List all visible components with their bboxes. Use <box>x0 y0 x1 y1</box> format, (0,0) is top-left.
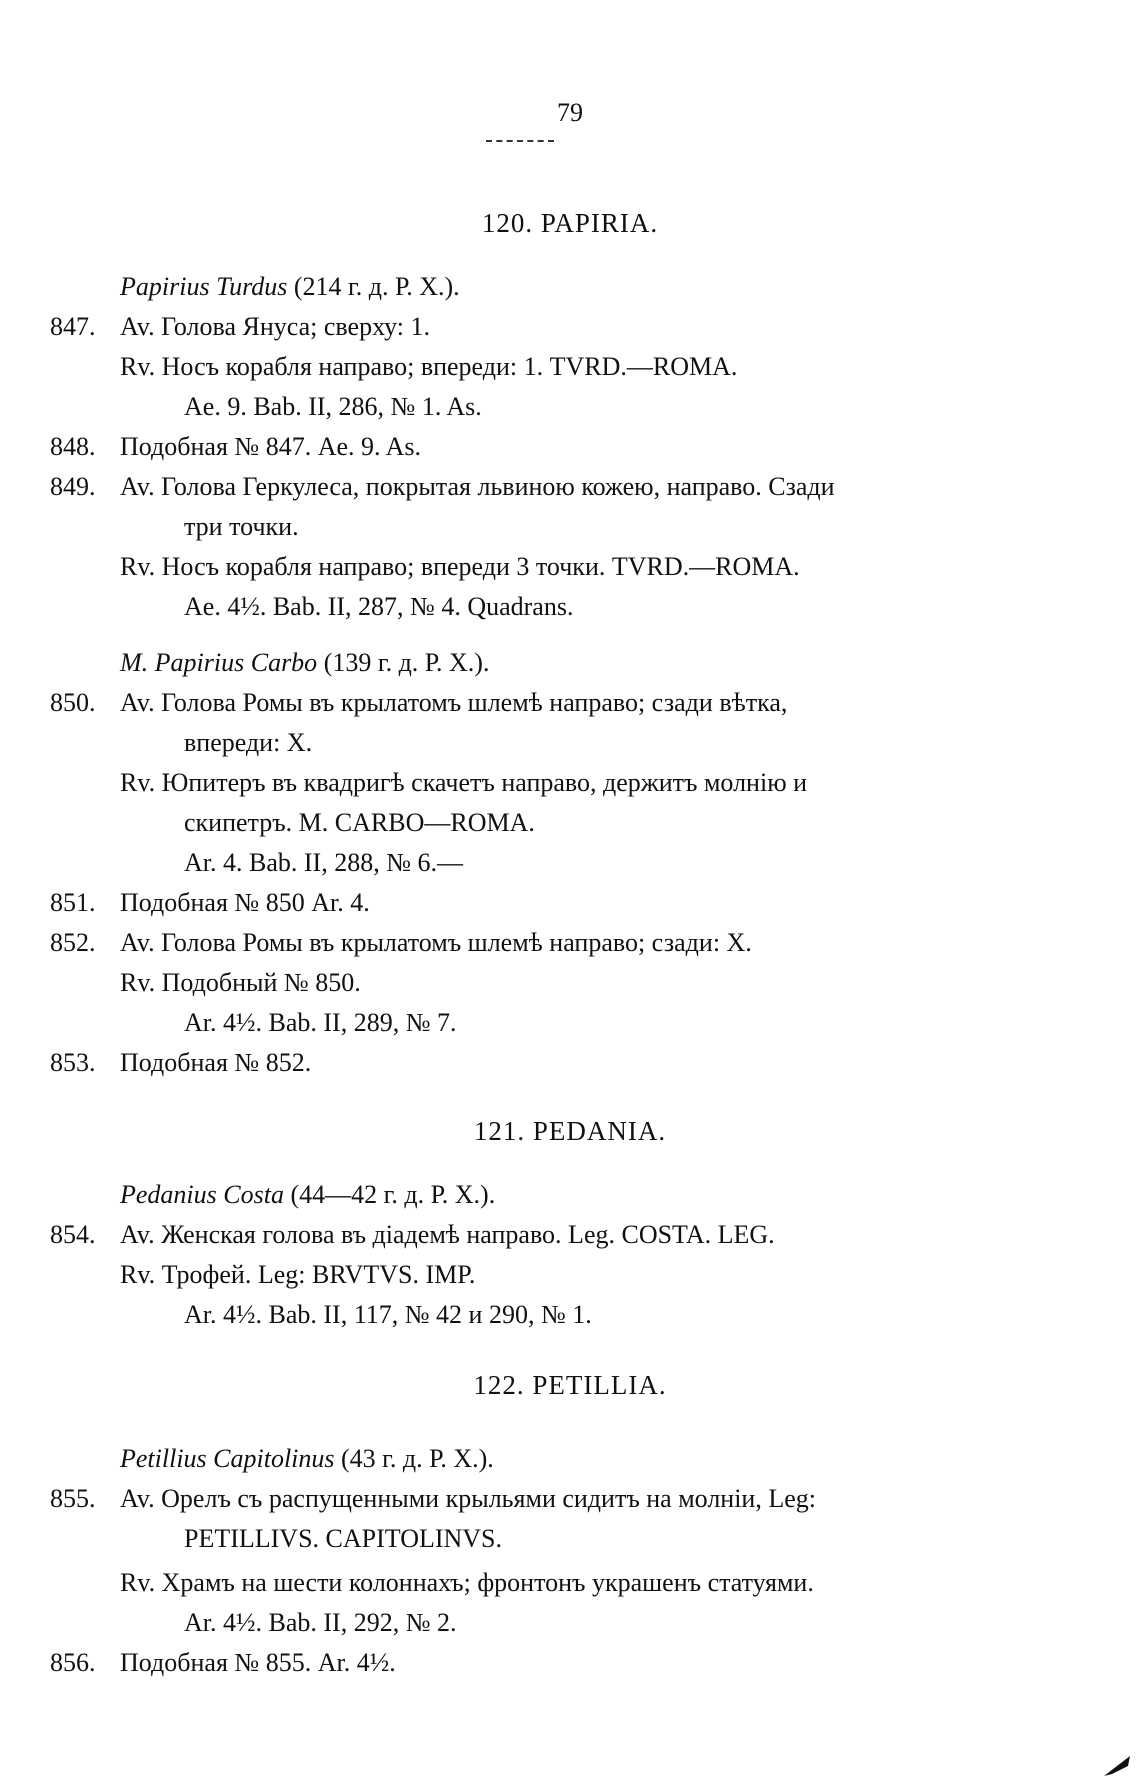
entry-reverse: Rv. Храмъ на шести колоннахъ; фронтонъ украшенъ статуями. <box>120 1568 814 1597</box>
entry-reverse-cont: скипетръ. M. CARBO—ROMA. <box>184 808 535 837</box>
entry-number: 847. <box>50 312 96 341</box>
entry-reference: Ar. 4½. Bab. II, 292, № 2. <box>184 1608 457 1637</box>
entry-obverse-cont: PETILLIVS. CAPITOLINVS. <box>184 1524 503 1553</box>
entry-text: Подобная № 847. Ae. 9. As. <box>120 432 421 461</box>
entry-obverse: Av. Голова Ромы въ крылатомъ шлемѣ направо; сзади: X. <box>120 928 752 957</box>
section-title-petillia: 122. PETILLIA. <box>473 1370 667 1400</box>
ruler-heading <box>120 1444 494 1474</box>
entry-reverse: Rv. Юпитеръ въ квадригѣ скачетъ направо, держитъ молнію и <box>120 768 808 797</box>
ruler-dates: (139 г. д. Р. Х.). <box>323 648 490 677</box>
entry-obverse: Av. Голова Януса; сверху: 1. <box>120 312 430 341</box>
ruler-name: M. Papirius Carbo <box>120 648 318 677</box>
entry-number: 851. <box>50 888 96 917</box>
entry-text: Подобная № 850 Ar. 4. <box>120 888 370 917</box>
ruler-dates: (44—42 г. д. Р. Х.). <box>290 1180 496 1209</box>
entry-reference: Ar. 4. Bab. II, 288, № 6.— <box>184 848 464 877</box>
entry-obverse: Av. Голова Геркулеса, покрытая львиною кожею, направо. Сзади <box>120 472 835 501</box>
entry-obverse: Av. Орелъ съ распущенными крыльями сидитъ на молніи, Leg: <box>120 1484 816 1513</box>
ruler-dates: (214 г. д. Р. Х.). <box>293 272 460 301</box>
section-title-papiria: 120. PAPIRIA. <box>481 208 659 238</box>
page-number: 79 <box>557 98 583 127</box>
ruler-name: Papirius Turdus <box>120 272 288 301</box>
entry-reference: Ar. 4½. Bab. II, 289, № 7. <box>184 1008 457 1037</box>
entry-reference: Ar. 4½. Bab. II, 117, № 42 и 290, № 1. <box>184 1300 592 1329</box>
entry-obverse: Av. Голова Ромы въ крылатомъ шлемѣ направо; сзади вѣтка, <box>120 688 788 717</box>
ruler-name: Pedanius Costa <box>120 1180 284 1209</box>
entry-reverse: Rv. Трофей. Leg: BRVTVS. IMP. <box>120 1260 476 1289</box>
entry-text: Подобная № 855. Ar. 4½. <box>120 1648 396 1677</box>
entry-reference: Ae. 9. Bab. II, 286, № 1. As. <box>184 392 482 421</box>
entry-number: 854. <box>50 1220 96 1249</box>
corner-blot-mark <box>1102 1752 1132 1778</box>
entry-reverse: Rv. Носъ корабля направо; впереди 3 точки. TVRD.—ROMA. <box>120 552 800 581</box>
ruler-heading <box>120 1180 495 1210</box>
entry-reference: Ae. 4½. Bab. II, 287, № 4. Quadrans. <box>184 592 574 621</box>
ruler-name: Petillius Capitolinus <box>120 1444 335 1473</box>
entry-number: 849. <box>50 472 96 501</box>
entry-number: 856. <box>50 1648 96 1677</box>
entry-obverse-cont: впереди: X. <box>184 728 313 757</box>
page-number-rule <box>486 140 554 142</box>
entry-text: Подобная № 852. <box>120 1048 312 1077</box>
entry-obverse-cont: три точки. <box>184 512 299 541</box>
entry-obverse: Av. Женская голова въ діадемѣ направо. Leg. COSTA. LEG. <box>120 1220 775 1249</box>
ruler-dates: (43 г. д. Р. Х.). <box>341 1444 494 1473</box>
entry-number: 853. <box>50 1048 96 1077</box>
entry-reverse: Rv. Носъ корабля направо; впереди: 1. TVRD.—ROMA. <box>120 352 738 381</box>
entry-number: 850. <box>50 688 96 717</box>
entry-number: 852. <box>50 928 96 957</box>
ruler-heading <box>120 272 460 302</box>
section-title-pedania: 121. PEDANIA. <box>473 1116 667 1146</box>
entry-number: 855. <box>50 1484 96 1513</box>
ruler-heading <box>120 648 489 678</box>
entry-number: 848. <box>50 432 96 461</box>
entry-reverse: Rv. Подобный № 850. <box>120 968 361 997</box>
